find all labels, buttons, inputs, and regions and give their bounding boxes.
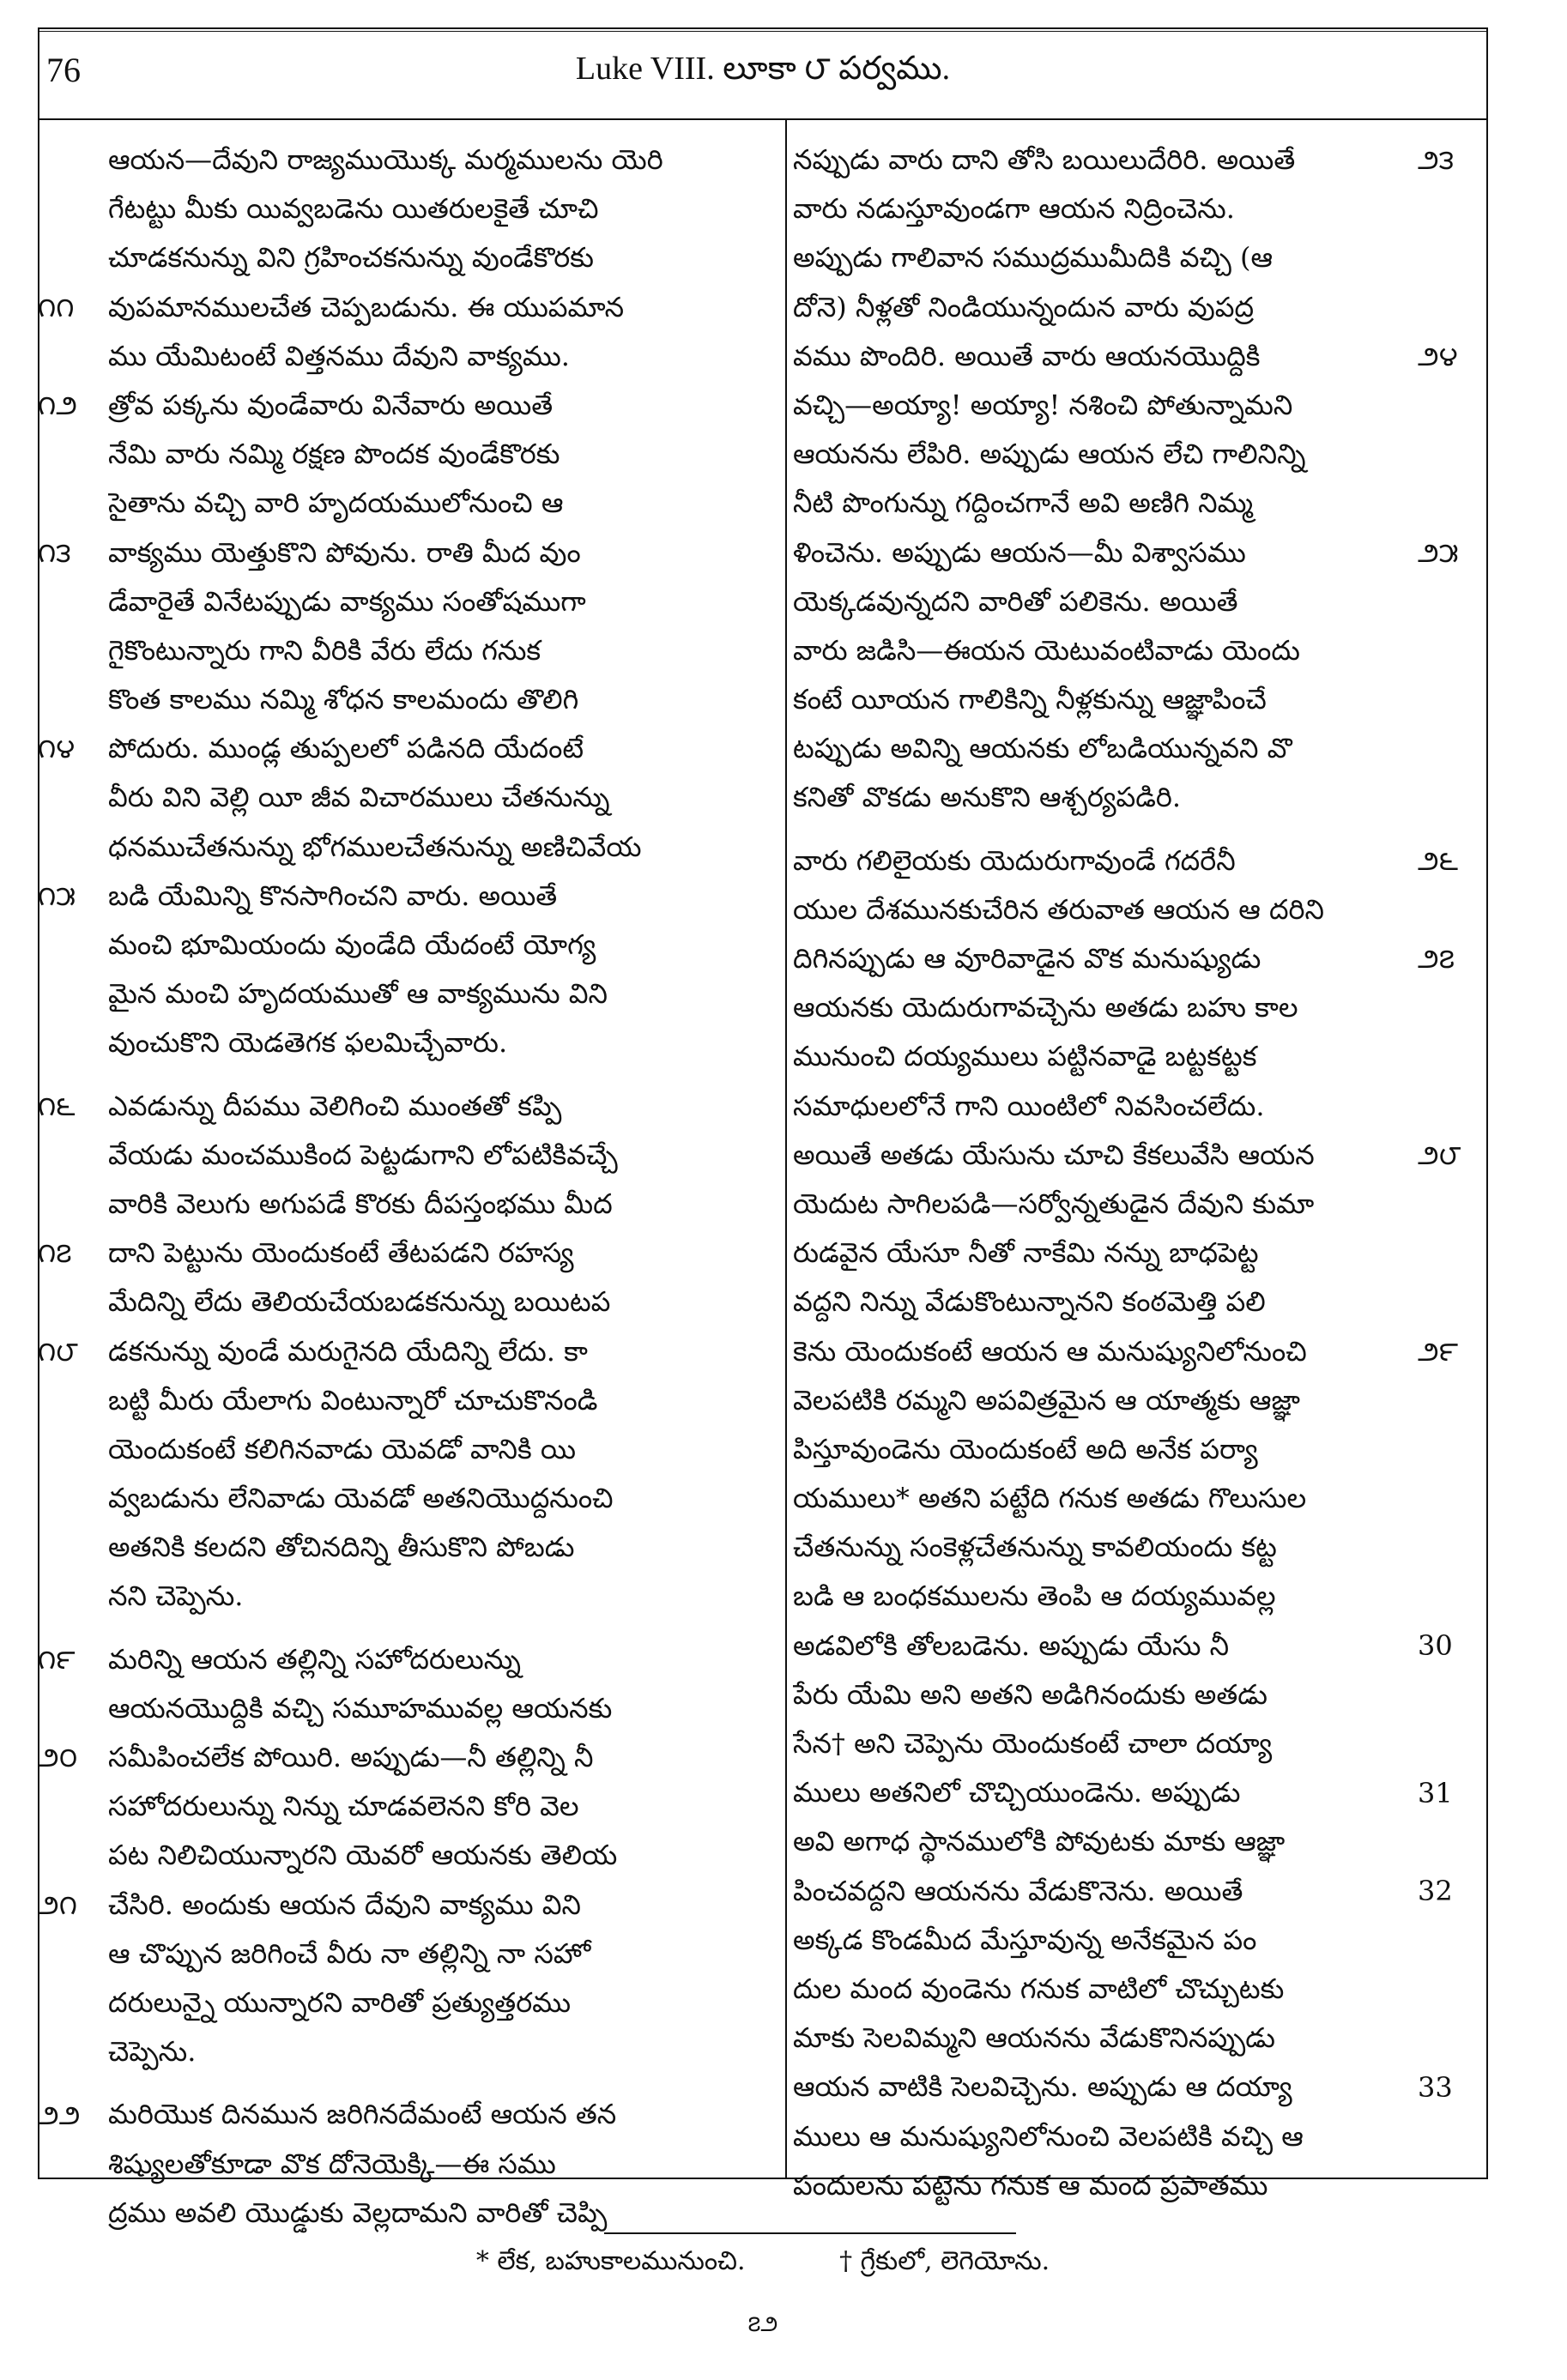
text-line: ములు ఆ మనుష్యునిలోనుంచి వెలపటికి వచ్చి ఆ [793, 2119, 1304, 2153]
verse-number: ౧౭ [38, 1236, 72, 1270]
verse-number: ౨౭ [1418, 942, 1455, 976]
header-rule [38, 118, 1488, 120]
text-line: ఎవడున్ను దీపము వెలిగించి ముంతతో కప్పి [108, 1089, 562, 1122]
footnote-rule [604, 2232, 1016, 2234]
text-line: సేన† అని చెప్పెను యెందుకంటే చాలా దయ్యా [793, 1727, 1273, 1760]
text-line: ములు అతనిలో చొచ్చియుండెను. అప్పుడు [793, 1776, 1241, 1809]
text-line: అక్కడ కొండమీద మేస్తూవున్న అనేకమైన పం [793, 1923, 1257, 1956]
verse-number: ౧౯ [38, 1643, 76, 1676]
verse-number: ౨౧ [38, 1888, 78, 1921]
text-line: చేతనున్ను సంకెళ్లచేతనున్ను కావలియందు కట్ట [793, 1531, 1277, 1564]
text-line: నని చెప్పెను. [108, 1580, 244, 1613]
text-line: చూడకనున్ను విని గ్రహించకనున్ను వుండేకొరకు [108, 241, 594, 275]
text-line: దోనె) నీళ్లతో నిండియున్నందున వారు వుపద్ర [793, 290, 1255, 323]
verse-number: ౧౫ [38, 879, 76, 912]
text-line: మరిన్ని ఆయన తల్లిన్ని సహోదరులున్ను [108, 1642, 521, 1676]
text-line: యెక్కడవున్నదని వారితో పలికెను. అయితే [793, 584, 1238, 618]
paragraph-gap [793, 823, 1411, 837]
text-line: రుడవైన యేసూ నీతో నాకేమి నన్ను బాధపెట్ట [793, 1236, 1259, 1270]
text-line: వుంచుకొని యెడతెగక ఫలమిచ్చేవారు. [108, 1026, 508, 1060]
text-line: ళించెను. అప్పుడు ఆయన—మీ విశ్వాసము [793, 535, 1246, 569]
text-line: ద్రము అవలి యొడ్డుకు వెల్లదామని వారితో చెప్పి [108, 2196, 608, 2229]
text-line: కొంత కాలము నమ్మి శోధన కాలమందు తొలిగి [108, 683, 579, 716]
text-line: మరియొక దినమున జరిగినదేమంటే ఆయన తన [108, 2098, 617, 2131]
text-line: వేయడు మంచముకింద పెట్టడుగాని లోపటికివచ్చే [108, 1138, 618, 1171]
text-line: వాక్యము యెత్తుకొని పోవును. రాతి మీద వుం [108, 535, 581, 569]
text-line: ఆ చొప్పున జరిగించే వీరు నా తల్లిన్ని నా సహో [108, 1936, 591, 1970]
text-line: శిష్యులతోకూడా వొక దోనెయెక్కి—ఈ సము [108, 2147, 556, 2180]
text-line: ఆయనయొద్దికి వచ్చి సమూహమువల్ల ఆయనకు [108, 1691, 613, 1725]
text-line: దాని పెట్టును యెందుకంటే తేటపడని రహస్య [108, 1236, 574, 1270]
text-line: ధనముచేతనున్ను భోగములచేతనున్ను అణిచివేయ [108, 830, 642, 863]
verse-number: ౧౩ [38, 535, 71, 569]
text-line: ఆయనకు యెదురుగావచ్చెను అతడు బహు కాల [793, 991, 1298, 1024]
left-column [108, 136, 769, 2238]
text-line: డేవారైతే వినేటప్పుడు వాక్యము సంతోషముగా [108, 584, 586, 618]
text-line: గేటట్టు మీకు యివ్వబడెను యితరులకైతే చూచి [108, 192, 599, 226]
verse-number: 33 [1418, 2070, 1453, 2104]
text-line: నేమి వారు నమ్మి రక్షణ పొందక వుండేకొరకు [108, 438, 560, 471]
verse-number: ౧౬ [38, 1089, 76, 1122]
text-line: సైతాను వచ్చి వారి హృదయములోనుంచి ఆ [108, 486, 564, 520]
column-divider [785, 120, 787, 2178]
text-line: వెలపటికి రమ్మని అపవిత్రమైన ఆ యాత్మకు ఆజ్ఞా [793, 1383, 1300, 1417]
verse-number: ౧౮ [38, 1334, 78, 1368]
paragraph-gap [108, 1622, 769, 1635]
text-line: మంచి భూమియందు వుండేది యేదంటే యోగ్య [108, 928, 596, 961]
text-line: యములు* అతని పట్టేది గనుక అతడు గొలుసుల [793, 1482, 1307, 1515]
text-line: ఆయన వాటికి సెలవిచ్చెను. అప్పుడు ఆ దయ్యా [793, 2070, 1292, 2104]
footnote-1: * లేక, బహుకాలమునుంచి. [475, 2246, 746, 2276]
text-line: కంటే యీయన గాలికిన్ని నీళ్లకున్ను ఆజ్ఞాపించే [793, 683, 1267, 716]
text-line: వచ్చి—అయ్యా! అయ్యా! నశించి పోతున్నామని [793, 388, 1293, 421]
text-line: అయితే అతడు యేసును చూచి కేకలువేసి ఆయన [793, 1138, 1315, 1171]
text-line: కనితో వొకడు అనుకొని ఆశ్చర్యపడిరి. [793, 781, 1182, 814]
text-line: పట నిలిచియున్నారని యెవరో ఆయనకు తెలియ [108, 1839, 618, 1872]
text-line: వారికి వెలుగు అగుపడే కొరకు దీపస్తంభము మీద [108, 1187, 613, 1220]
verse-number: ౧౨ [38, 389, 78, 421]
paragraph-gap [108, 2076, 769, 2090]
text-line: డకనున్ను వుండే మరుగైనది యేదిన్ని లేదు. కా [108, 1334, 588, 1368]
running-head: Luke VIII. లూకా ౮ పర్వము. [575, 51, 951, 87]
text-line: దరులున్నై యున్నారని వారితో ప్రత్యుత్తరము [108, 1985, 572, 2019]
text-line: సమీపించలేక పోయిరి. అప్పుడు—నీ తల్లిన్ని నీ [108, 1741, 594, 1773]
text-line: అతనికి కలదని తోచినదిన్ని తీసుకొని పోబడు [108, 1531, 575, 1564]
text-line: పేరు యేమి అని అతని అడిగినందుకు అతడు [793, 1677, 1268, 1711]
text-line: కెను యెందుకంటే ఆయన ఆ మనుష్యునిలోనుంచి [793, 1334, 1307, 1368]
text-line: బట్టి మీరు యేలాగు వింటున్నారో చూచుకొనండి [108, 1383, 598, 1417]
right-column [793, 136, 1411, 2210]
text-line: అవి అగాధ స్థానములోకి పోవుటకు మాకు ఆజ్ఞా [793, 1825, 1286, 1858]
text-line: టప్పుడు అవిన్ని ఆయనకు లోబడియున్నవని వొ [793, 732, 1292, 765]
text-line: అడవిలోకి తోలబడెను. అప్పుడు యేసు నీ [793, 1628, 1230, 1662]
page-header [38, 24, 1488, 106]
verse-number: ౨౪ [1418, 339, 1458, 372]
verse-number: 30 [1418, 1629, 1453, 1662]
text-line: వము పొందిరి. అయితే వారు ఆయనయొద్దికి [793, 339, 1261, 372]
text-line: నీటి పొంగున్ను గద్దించగానే అవి అణిగి నిమ్మ [793, 486, 1254, 520]
verse-number: ౨౨ [38, 2098, 81, 2131]
text-line: సమాధులలోనే గాని యింటిలో నివసించలేదు. [793, 1089, 1265, 1122]
verse-number: ౨౩ [1418, 143, 1455, 176]
verse-number: ౨౮ [1418, 1139, 1461, 1171]
text-line: యుల దేశమునకుచేరిన తరువాత ఆయన ఆ దరిని [793, 892, 1324, 926]
verse-number: ౨౯ [1418, 1334, 1459, 1368]
text-line: వీరు విని వెల్లి యీ జీవ విచారములు చేతనున్ను [108, 781, 610, 814]
text-line: మునుంచి దయ్యములు పట్టినవాడై బట్టకట్టక [793, 1040, 1257, 1073]
text-line: దుల మంద వుండెను గనుక వాటిలో చొచ్చుటకు [793, 1972, 1285, 2005]
text-line: మేదిన్ని లేదు తెలియచేయబడకనున్ను బయిటప [108, 1285, 611, 1319]
signature-mark: ౭౨ [747, 2311, 778, 2337]
text-line: వారు జడిసి—ఈయన యెటువంటివాడు యెందు [793, 633, 1300, 667]
text-line: వారు నడుస్తూవుండగా ఆయన నిద్రించెను. [793, 192, 1235, 226]
text-line: యెదుట సాగిలపడి—సర్వోన్నతుడైన దేవుని కుమా [793, 1187, 1315, 1220]
text-line: చేసిరి. అందుకు ఆయన దేవుని వాక్యము విని [108, 1888, 581, 1921]
text-line: గైకొంటున్నారు గాని వీరికి వేరు లేదు గనుక [108, 633, 541, 667]
text-line: ము యేమిటంటే విత్తనము దేవుని వాక్యము. [108, 339, 570, 372]
text-line: పోదురు. ముండ్ల తుప్పలలో పడినది యేదంటే [108, 732, 584, 765]
text-line: వ్వబడును లేనివాడు యెవడో అతనియొద్దనుంచి [108, 1482, 614, 1515]
right-border-rule [1486, 27, 1488, 2179]
verse-number: ౧౧ [38, 290, 75, 323]
text-line: ఆయనను లేపిరి. అప్పుడు ఆయన లేచి గాలినిన్ని [793, 438, 1306, 471]
text-line: వుపమానములచేత చెప్పబడును. ఈ యుపమాన [108, 290, 625, 323]
verse-number: ౨౫ [1418, 535, 1459, 569]
verse-number: ౨౦ [38, 1741, 78, 1774]
text-line: యెందుకంటే కలిగినవాడు యెవడో వానికి యి [108, 1432, 577, 1465]
footnotes [38, 2246, 1488, 2282]
verse-number: 31 [1418, 1776, 1453, 1809]
verse-number: 32 [1418, 1875, 1453, 1907]
text-line: త్రోవ పక్కను వుండేవారు వినేవారు అయితే [108, 388, 554, 421]
document-page [38, 24, 1488, 2358]
text-line: వారు గలిలైయకు యెదురుగావుండే గదరేనీ [793, 843, 1236, 877]
text-line: అప్పుడు గాలివాన సముద్రముమీదికి వచ్చి (ఆ [793, 241, 1273, 275]
text-line: బడి యేమిన్ని కొనసాగించని వారు. అయితే [108, 879, 558, 912]
verse-number: ౧౪ [38, 732, 76, 765]
text-line: పించవద్దని ఆయనను వేడుకొనెను. అయితే [793, 1874, 1243, 1907]
text-line: సహోదరులున్ను నిన్ను చూడవలెనని కోరి వెల [108, 1790, 579, 1823]
text-line: నప్పుడు వారు దాని తోసి బయిలుదేరిరి. అయితే [793, 143, 1296, 176]
paragraph-gap [108, 1068, 769, 1082]
text-line: చెప్పెను. [108, 2035, 197, 2069]
text-line: మైన మంచి హృదయముతో ఆ వాక్యమును విని [108, 977, 608, 1011]
text-line: పందులను పట్టెను గనుక ఆ మంద ప్రపాతము [793, 2168, 1268, 2202]
text-line: పిస్తూవుండెను యెందుకంటే అది అనేక పర్యా [793, 1432, 1258, 1465]
text-line: దిగినప్పుడు ఆ వూరివాడైన వొక మనుష్యుడు [793, 942, 1261, 975]
page-number: 76 [46, 51, 81, 89]
text-line: ఆయన—దేవుని రాజ్యముయొక్క మర్మములను యెరి [108, 143, 663, 176]
verse-number: ౨౬ [1418, 843, 1459, 877]
text-line: బడి ఆ బంధకములను తెంపి ఆ దయ్యమువల్ల [793, 1580, 1276, 1613]
footnote-2: † గ్రేకులో, లెగెయోను. [839, 2246, 1050, 2276]
text-line: మాకు సెలవిమ్మని ఆయనను వేడుకొనినప్పుడు [793, 2021, 1276, 2055]
text-line: వద్దని నిన్ను వేడుకొంటున్నానని కంఠమెత్తి పలి [793, 1285, 1266, 1319]
